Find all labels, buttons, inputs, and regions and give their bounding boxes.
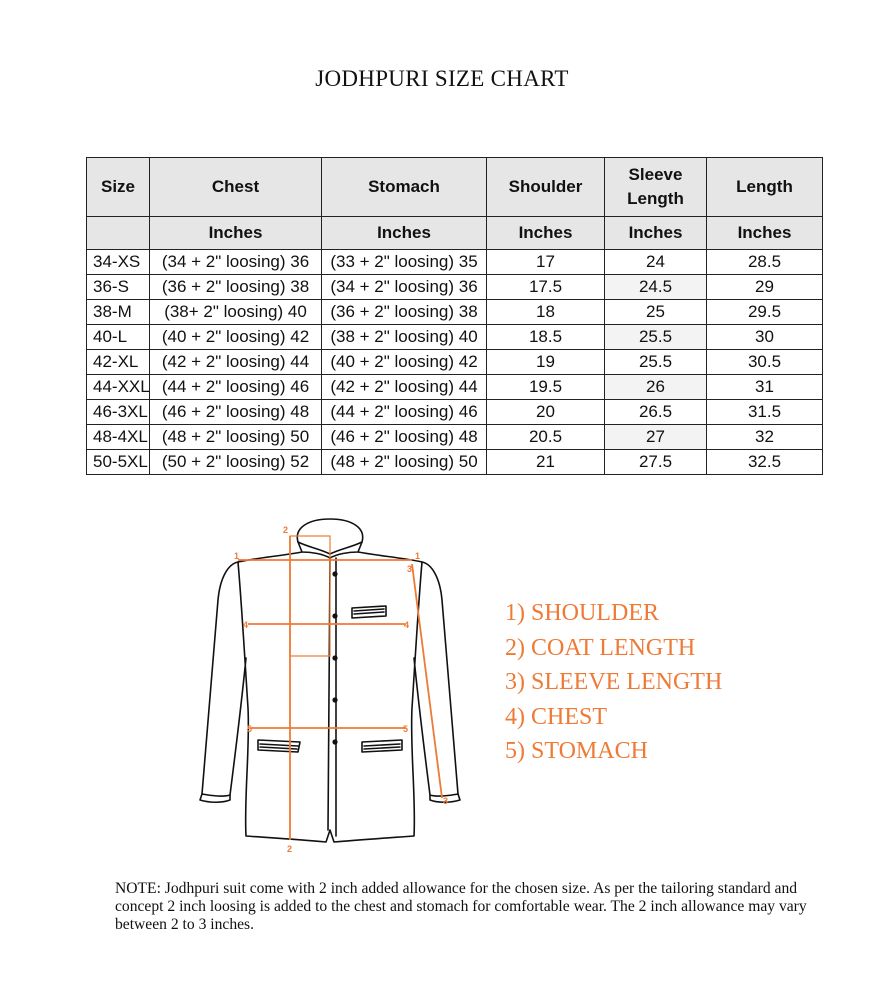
cell-stomach: (33 + 2" loosing) 35 — [322, 250, 487, 275]
cell-shoulder: 19.5 — [487, 375, 605, 400]
marker-chest-right: 4 — [404, 620, 410, 630]
cell-stomach: (42 + 2" loosing) 44 — [322, 375, 487, 400]
cell-shoulder: 21 — [487, 450, 605, 475]
cell-sleeve-length: 24 — [605, 250, 707, 275]
cell-length: 29 — [707, 275, 823, 300]
cell-stomach: (40 + 2" loosing) 42 — [322, 350, 487, 375]
header-length: Length — [707, 158, 823, 217]
cell-sleeve-length: 25.5 — [605, 350, 707, 375]
marker-stomach-right: 5 — [403, 724, 409, 734]
cell-shoulder: 20.5 — [487, 425, 605, 450]
right-sleeve — [414, 562, 458, 796]
header-stomach: Stomach — [322, 158, 487, 217]
marker-sleeve-top: 3 — [407, 564, 413, 574]
cell-size: 36-S — [87, 275, 150, 300]
legend-chest: 4) CHEST — [505, 703, 607, 730]
cell-size: 42-XL — [87, 350, 150, 375]
coat-length-guide — [290, 536, 330, 656]
cell-sleeve-length: 27 — [605, 425, 707, 450]
marker-sleeve-bottom: 3 — [443, 796, 449, 806]
cell-sleeve-length: 25 — [605, 300, 707, 325]
cell-stomach: (44 + 2" loosing) 46 — [322, 400, 487, 425]
unit-chest: Inches — [150, 217, 322, 250]
cell-chest: (38+ 2" loosing) 40 — [150, 300, 322, 325]
cell-sleeve-length: 27.5 — [605, 450, 707, 475]
marker-chest-left: 4 — [243, 620, 249, 630]
cell-shoulder: 19 — [487, 350, 605, 375]
cell-shoulder: 18 — [487, 300, 605, 325]
cell-chest: (36 + 2" loosing) 38 — [150, 275, 322, 300]
buttons — [332, 571, 337, 744]
table-row — [87, 425, 823, 450]
page-title: JODHPURI SIZE CHART — [315, 66, 569, 91]
jacket-diagram — [190, 508, 470, 858]
legend-sleeve-length: 3) SLEEVE LENGTH — [505, 669, 723, 695]
unit-size — [87, 217, 150, 250]
cell-length: 30 — [707, 325, 823, 350]
cell-size: 46-3XL — [87, 400, 150, 425]
cell-length: 32 — [707, 425, 823, 450]
table-header-row — [87, 158, 823, 217]
legend-stomach: 5) STOMACH — [505, 738, 648, 764]
cell-sleeve-length: 24.5 — [605, 275, 707, 300]
cell-stomach: (36 + 2" loosing) 38 — [322, 300, 487, 325]
cell-chest: (42 + 2" loosing) 44 — [150, 350, 322, 375]
cell-size: 48-4XL — [87, 425, 150, 450]
cell-size: 40-L — [87, 325, 150, 350]
cell-shoulder: 20 — [487, 400, 605, 425]
table-row — [87, 325, 823, 350]
table-body — [87, 250, 823, 475]
unit-shoulder: Inches — [487, 217, 605, 250]
allowance-note: NOTE: Jodhpuri suit come with 2 inch added allowance for the chosen size. As per the tailoring standard and concept 2 inch loosing is added to the chest and stomach for comfortable wear. The 2 inch allowance may vary between 2 to 3 inches. — [115, 880, 807, 933]
cell-length: 32.5 — [707, 450, 823, 475]
table-row — [87, 450, 823, 475]
measurement-legend — [505, 596, 722, 769]
cell-stomach: (38 + 2" loosing) 40 — [322, 325, 487, 350]
cell-chest: (48 + 2" loosing) 50 — [150, 425, 322, 450]
cell-chest: (50 + 2" loosing) 52 — [150, 450, 322, 475]
cell-size: 34-XS — [87, 250, 150, 275]
measurement-lines — [238, 536, 442, 840]
measurement-markers — [234, 525, 448, 854]
cell-length: 29.5 — [707, 300, 823, 325]
cell-sleeve-length: 25.5 — [605, 325, 707, 350]
table-row — [87, 250, 823, 275]
marker-coat-length-bottom: 2 — [287, 844, 293, 854]
header-chest: Chest — [150, 158, 322, 217]
cell-chest: (34 + 2" loosing) 36 — [150, 250, 322, 275]
cell-length: 31 — [707, 375, 823, 400]
cell-size: 44-XXL — [87, 375, 150, 400]
cell-size: 38-M — [87, 300, 150, 325]
table-row — [87, 275, 823, 300]
cell-stomach: (34 + 2" loosing) 36 — [322, 275, 487, 300]
legend-coat-length: 2) COAT LENGTH — [505, 634, 696, 661]
size-table — [86, 157, 823, 475]
unit-sleeve-length: Inches — [605, 217, 707, 250]
table-row — [87, 400, 823, 425]
marker-shoulder-left: 1 — [234, 551, 240, 561]
cell-chest: (44 + 2" loosing) 46 — [150, 375, 322, 400]
cell-shoulder: 18.5 — [487, 325, 605, 350]
cell-stomach: (48 + 2" loosing) 50 — [322, 450, 487, 475]
marker-shoulder-right: 1 — [415, 551, 421, 561]
cell-sleeve-length: 26.5 — [605, 400, 707, 425]
header-shoulder: Shoulder — [487, 158, 605, 217]
cell-stomach: (46 + 2" loosing) 48 — [322, 425, 487, 450]
table-units-row — [87, 217, 823, 250]
table-row — [87, 375, 823, 400]
cell-shoulder: 17.5 — [487, 275, 605, 300]
marker-coat-length-top: 2 — [283, 525, 289, 535]
left-sleeve — [202, 562, 249, 796]
legend-shoulder: 1) SHOULDER — [505, 600, 659, 626]
cell-chest: (40 + 2" loosing) 42 — [150, 325, 322, 350]
cell-size: 50-5XL — [87, 450, 150, 475]
table-row — [87, 300, 823, 325]
table-row — [87, 350, 823, 375]
cell-length: 28.5 — [707, 250, 823, 275]
cell-sleeve-length: 26 — [605, 375, 707, 400]
unit-stomach: Inches — [322, 217, 487, 250]
cell-shoulder: 17 — [487, 250, 605, 275]
cell-chest: (46 + 2" loosing) 48 — [150, 400, 322, 425]
cell-length: 30.5 — [707, 350, 823, 375]
marker-stomach-left: 5 — [247, 724, 253, 734]
header-sleeve-length: Sleeve Length — [605, 158, 707, 217]
unit-length: Inches — [707, 217, 823, 250]
header-size: Size — [87, 158, 150, 217]
cell-length: 31.5 — [707, 400, 823, 425]
